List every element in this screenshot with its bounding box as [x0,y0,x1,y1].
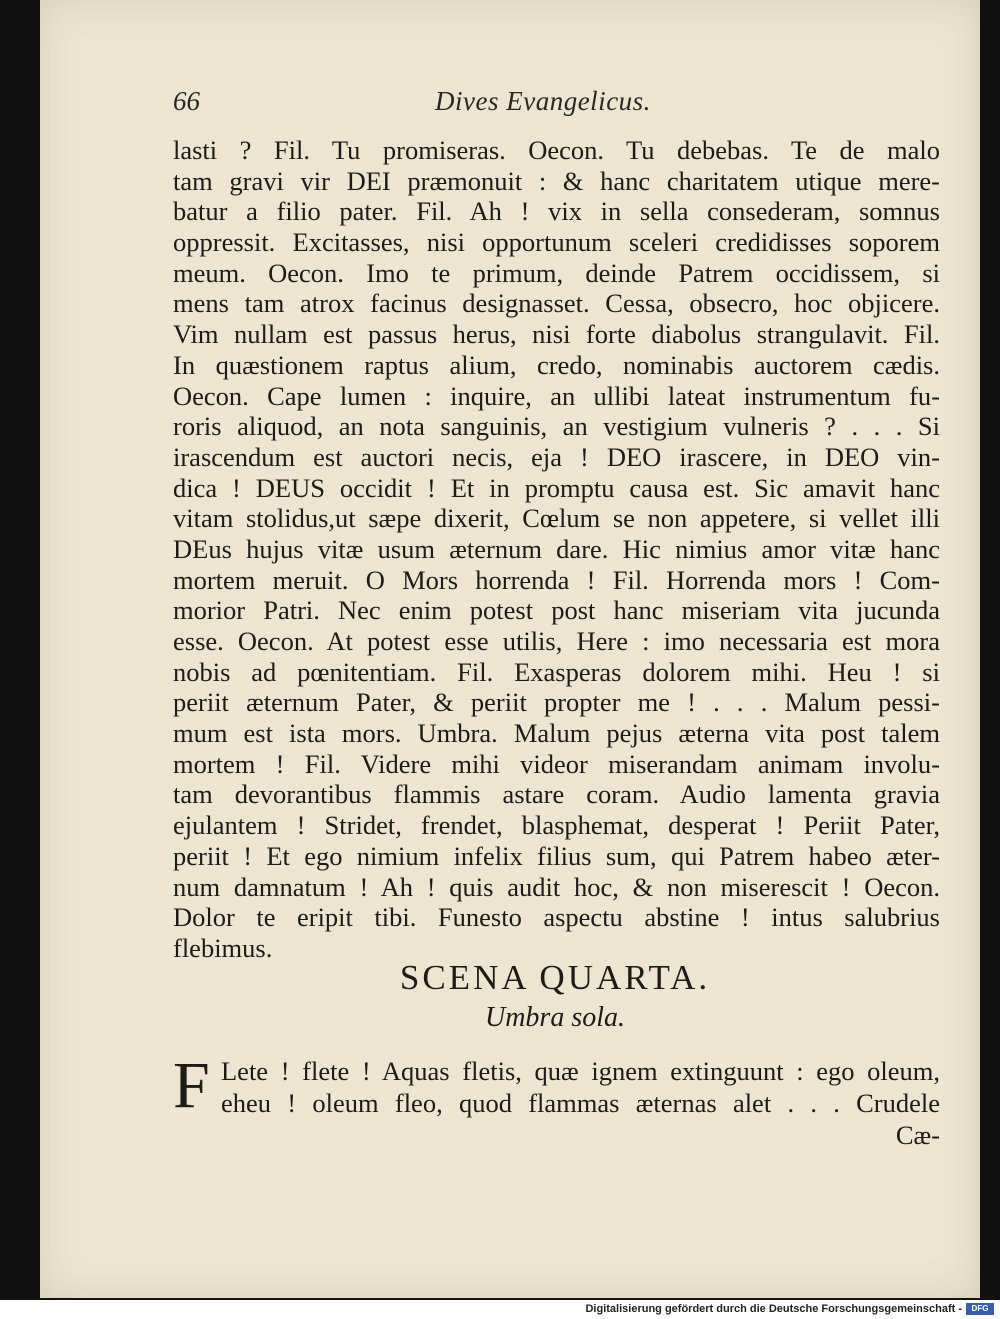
text-line: ejulantem ! Stridet, frendet, blasphemat, desperat ! Periit Pater, [173,810,940,841]
text-line: esse. Oecon. At potest esse utilis, Here : imo necessaria est mora [173,626,940,656]
book-page [40,0,980,1298]
text-line: eheu ! oleum fleo, quod flammas æternas alet . . . Crudele [221,1088,940,1118]
footer-bar [0,1300,1000,1319]
footer-credit: Digitalisierung gefördert durch die Deutsche Forschungsgemeinschaft - [585,1303,962,1315]
text-line: Oecon. Cape lumen : inquire, an ullibi lateat instrumentum fu- [173,380,940,411]
text-line: periit ! Et ego nimium infelix filius sum, qui Patrem habeo æter- [173,840,940,871]
dfg-logo-icon: DFG [966,1303,994,1315]
text-line: batur a filio pater. Fil. Ah ! vix in sella consederam, somnus [173,196,940,227]
text-line: mortem meruit. O Mors horrenda ! Fil. Horrenda mors ! Com- [173,564,940,595]
text-line: Vim nullam est passus herus, nisi forte diabolus strangulavit. Fil. [173,319,940,350]
text-line: mum est ista mors. Umbra. Malum pejus æterna vita post talem [173,718,940,749]
text-line: tam gravi vir DEI præmonuit : & hanc charitatem utique mere- [173,165,940,196]
text-line: DEus hujus vitæ usum æternum dare. Hic nimius amor vitæ hanc [173,533,940,564]
text-line: periit æternum Pater, & periit propter me ! . . . Malum pessi- [173,687,940,718]
text-line: num damnatum ! Ah ! quis audit hoc, & non miserescit ! Oecon. [173,871,940,902]
text-line: nobis ad pœnitentiam. Fil. Exasperas dolorem mihi. Heu ! si [173,656,940,687]
drop-cap: F [173,1049,210,1122]
text-line: vitam stolidus,ut sæpe dixerit, Cœlum se non appetere, si vellet illi [173,503,940,534]
running-title: Dives Evangelicus. [435,86,651,116]
text-line: oppressit. Excitasses, nisi opportunum sceleri credidisses soporem [173,227,940,258]
text-line: Dolor te eripit tibi. Funesto aspectu abstine ! intus salubrius [173,902,940,933]
scene-title: SCENA QUARTA. [399,958,711,997]
catchword: Cæ- [895,1120,940,1150]
text-line: meum. Oecon. Imo te primum, deinde Patrem occidissem, si [173,257,940,288]
scene-subtitle: Umbra sola. [484,1002,625,1033]
text-line: roris aliquod, an nota sanguinis, an vestigium vulneris ? . . . Si [173,411,940,442]
scene-paragraph [173,1049,940,1151]
text-line: irascendum est auctori necis, eja ! DEO irascere, in DEO vin- [173,441,940,472]
text-line: mortem ! Fil. Videre mihi videor miserandam animam involu- [173,748,940,779]
text-line: mens tam atrox facinus designasset. Cessa, obsecro, hoc objicere. [173,288,940,319]
body-paragraph [173,135,940,964]
text-line: tam devorantibus flammis astare coram. Audio lamenta gravia [173,779,940,810]
page-number: 66 [173,86,200,116]
text-line: dica ! DEUS occidit ! Et in promptu causa est. Sic amavit hanc [173,472,940,503]
text-line: lasti ? Fil. Tu promiseras. Oecon. Tu debebas. Te de malo [173,135,940,165]
page-header [40,78,980,118]
text-line: Lete ! flete ! Aquas fletis, quæ ignem extinguunt : ego oleum, [221,1056,940,1086]
text-line: morior Patri. Nec enim potest post hanc miseriam vita jucunda [173,595,940,626]
text-line: flebimus. [173,932,273,963]
text-line: In quæstionem raptus alium, credo, nominabis auctorem cædis. [173,349,940,380]
